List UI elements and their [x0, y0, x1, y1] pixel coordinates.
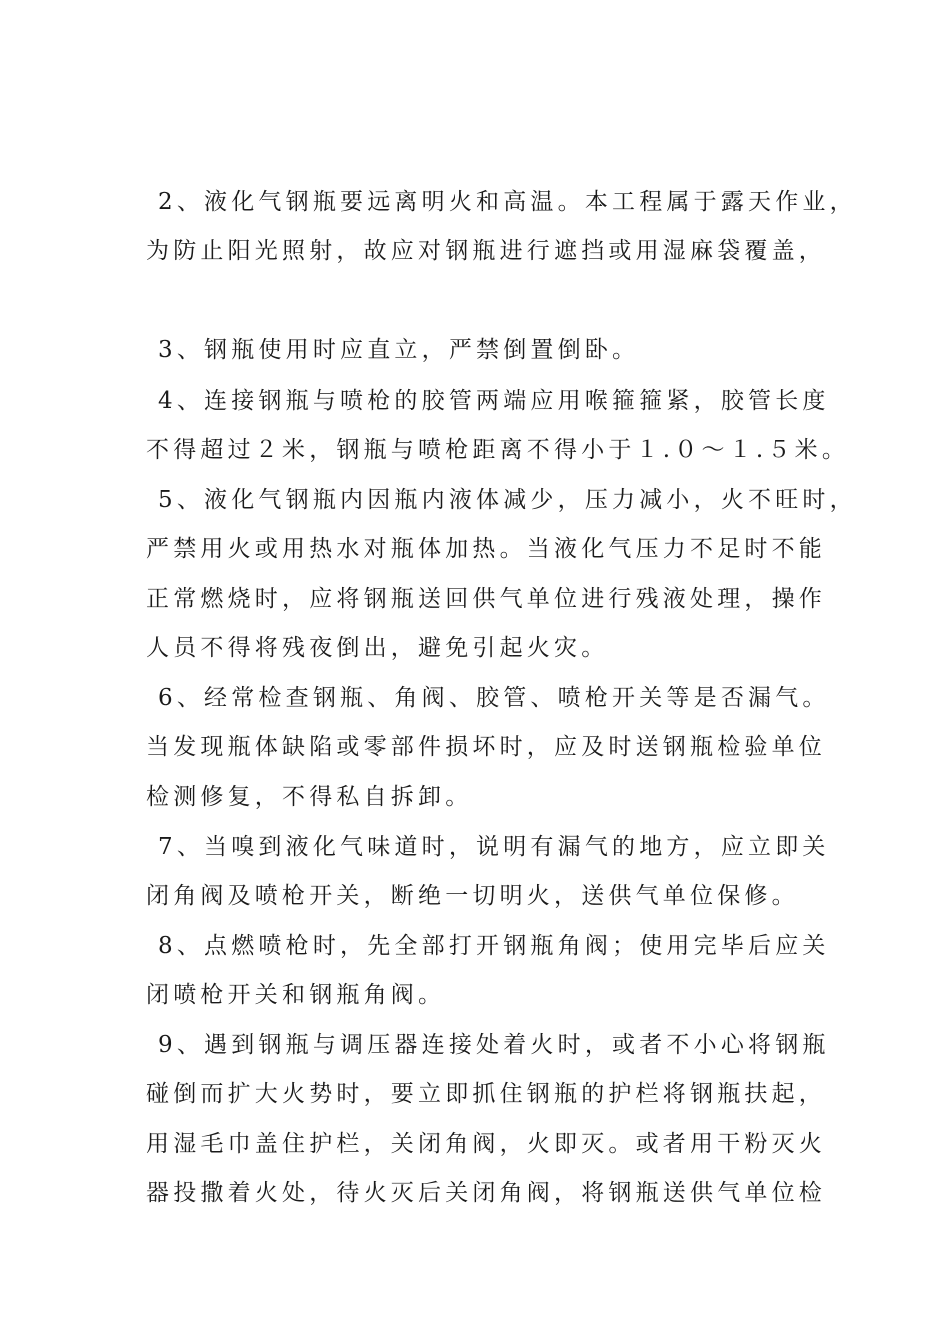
paragraph-2-line-2: 为防止阳光照射，故应对钢瓶进行遮挡或用湿麻袋覆盖， [146, 238, 826, 264]
paragraph-3-line-1: 3、钢瓶使用时应直立，严禁倒置倒卧。 [158, 337, 640, 363]
paragraph-6-line-1: 6、经常检查钢瓶、角阀、胶管、喷枪开关等是否漏气。 [158, 685, 830, 711]
paragraph-9-line-3: 用湿毛巾盖住护栏，关闭角阀，火即灭。或者用干粉灭火 [146, 1131, 826, 1157]
paragraph-5-line-2: 严禁用火或用热水对瓶体加热。当液化气压力不足时不能 [146, 536, 826, 562]
paragraph-4-line-2: 不得超过２米，钢瓶与喷枪距离不得小于１.０～１.５米。 [146, 437, 850, 463]
paragraph-9-line-4: 器投撒着火处，待火灭后关闭角阀，将钢瓶送供气单位检 [146, 1180, 826, 1206]
paragraph-2-line-1: 2、液化气钢瓶要远离明火和高温。本工程属于露天作业， [158, 189, 857, 215]
paragraph-9-line-1: 9、遇到钢瓶与调压器连接处着火时，或者不小心将钢瓶 [158, 1032, 830, 1058]
paragraph-5-line-1: 5、液化气钢瓶内因瓶内液体减少，压力减小，火不旺时， [158, 487, 857, 513]
paragraph-7-line-2: 闭角阀及喷枪开关，断绝一切明火，送供气单位保修。 [146, 883, 799, 909]
paragraph-5-line-4: 人员不得将残夜倒出，避免引起火灾。 [146, 635, 609, 661]
paragraph-4-line-1: 4、连接钢瓶与喷枪的胶管两端应用喉箍箍紧，胶管长度 [158, 388, 830, 414]
paragraph-6-line-2: 当发现瓶体缺陷或零部件损坏时，应及时送钢瓶检验单位 [146, 734, 826, 760]
paragraph-7-line-1: 7、当嗅到液化气味道时，说明有漏气的地方，应立即关 [158, 834, 830, 860]
paragraph-9-line-2: 碰倒而扩大火势时，要立即抓住钢瓶的护栏将钢瓶扶起， [146, 1081, 826, 1107]
paragraph-8-line-1: 8、点燃喷枪时，先全部打开钢瓶角阀；使用完毕后应关 [158, 933, 830, 959]
paragraph-6-line-3: 检测修复，不得私自拆卸。 [146, 784, 473, 810]
paragraph-8-line-2: 闭喷枪开关和钢瓶角阀。 [146, 982, 446, 1008]
paragraph-5-line-3: 正常燃烧时，应将钢瓶送回供气单位进行残液处理，操作 [146, 586, 826, 612]
